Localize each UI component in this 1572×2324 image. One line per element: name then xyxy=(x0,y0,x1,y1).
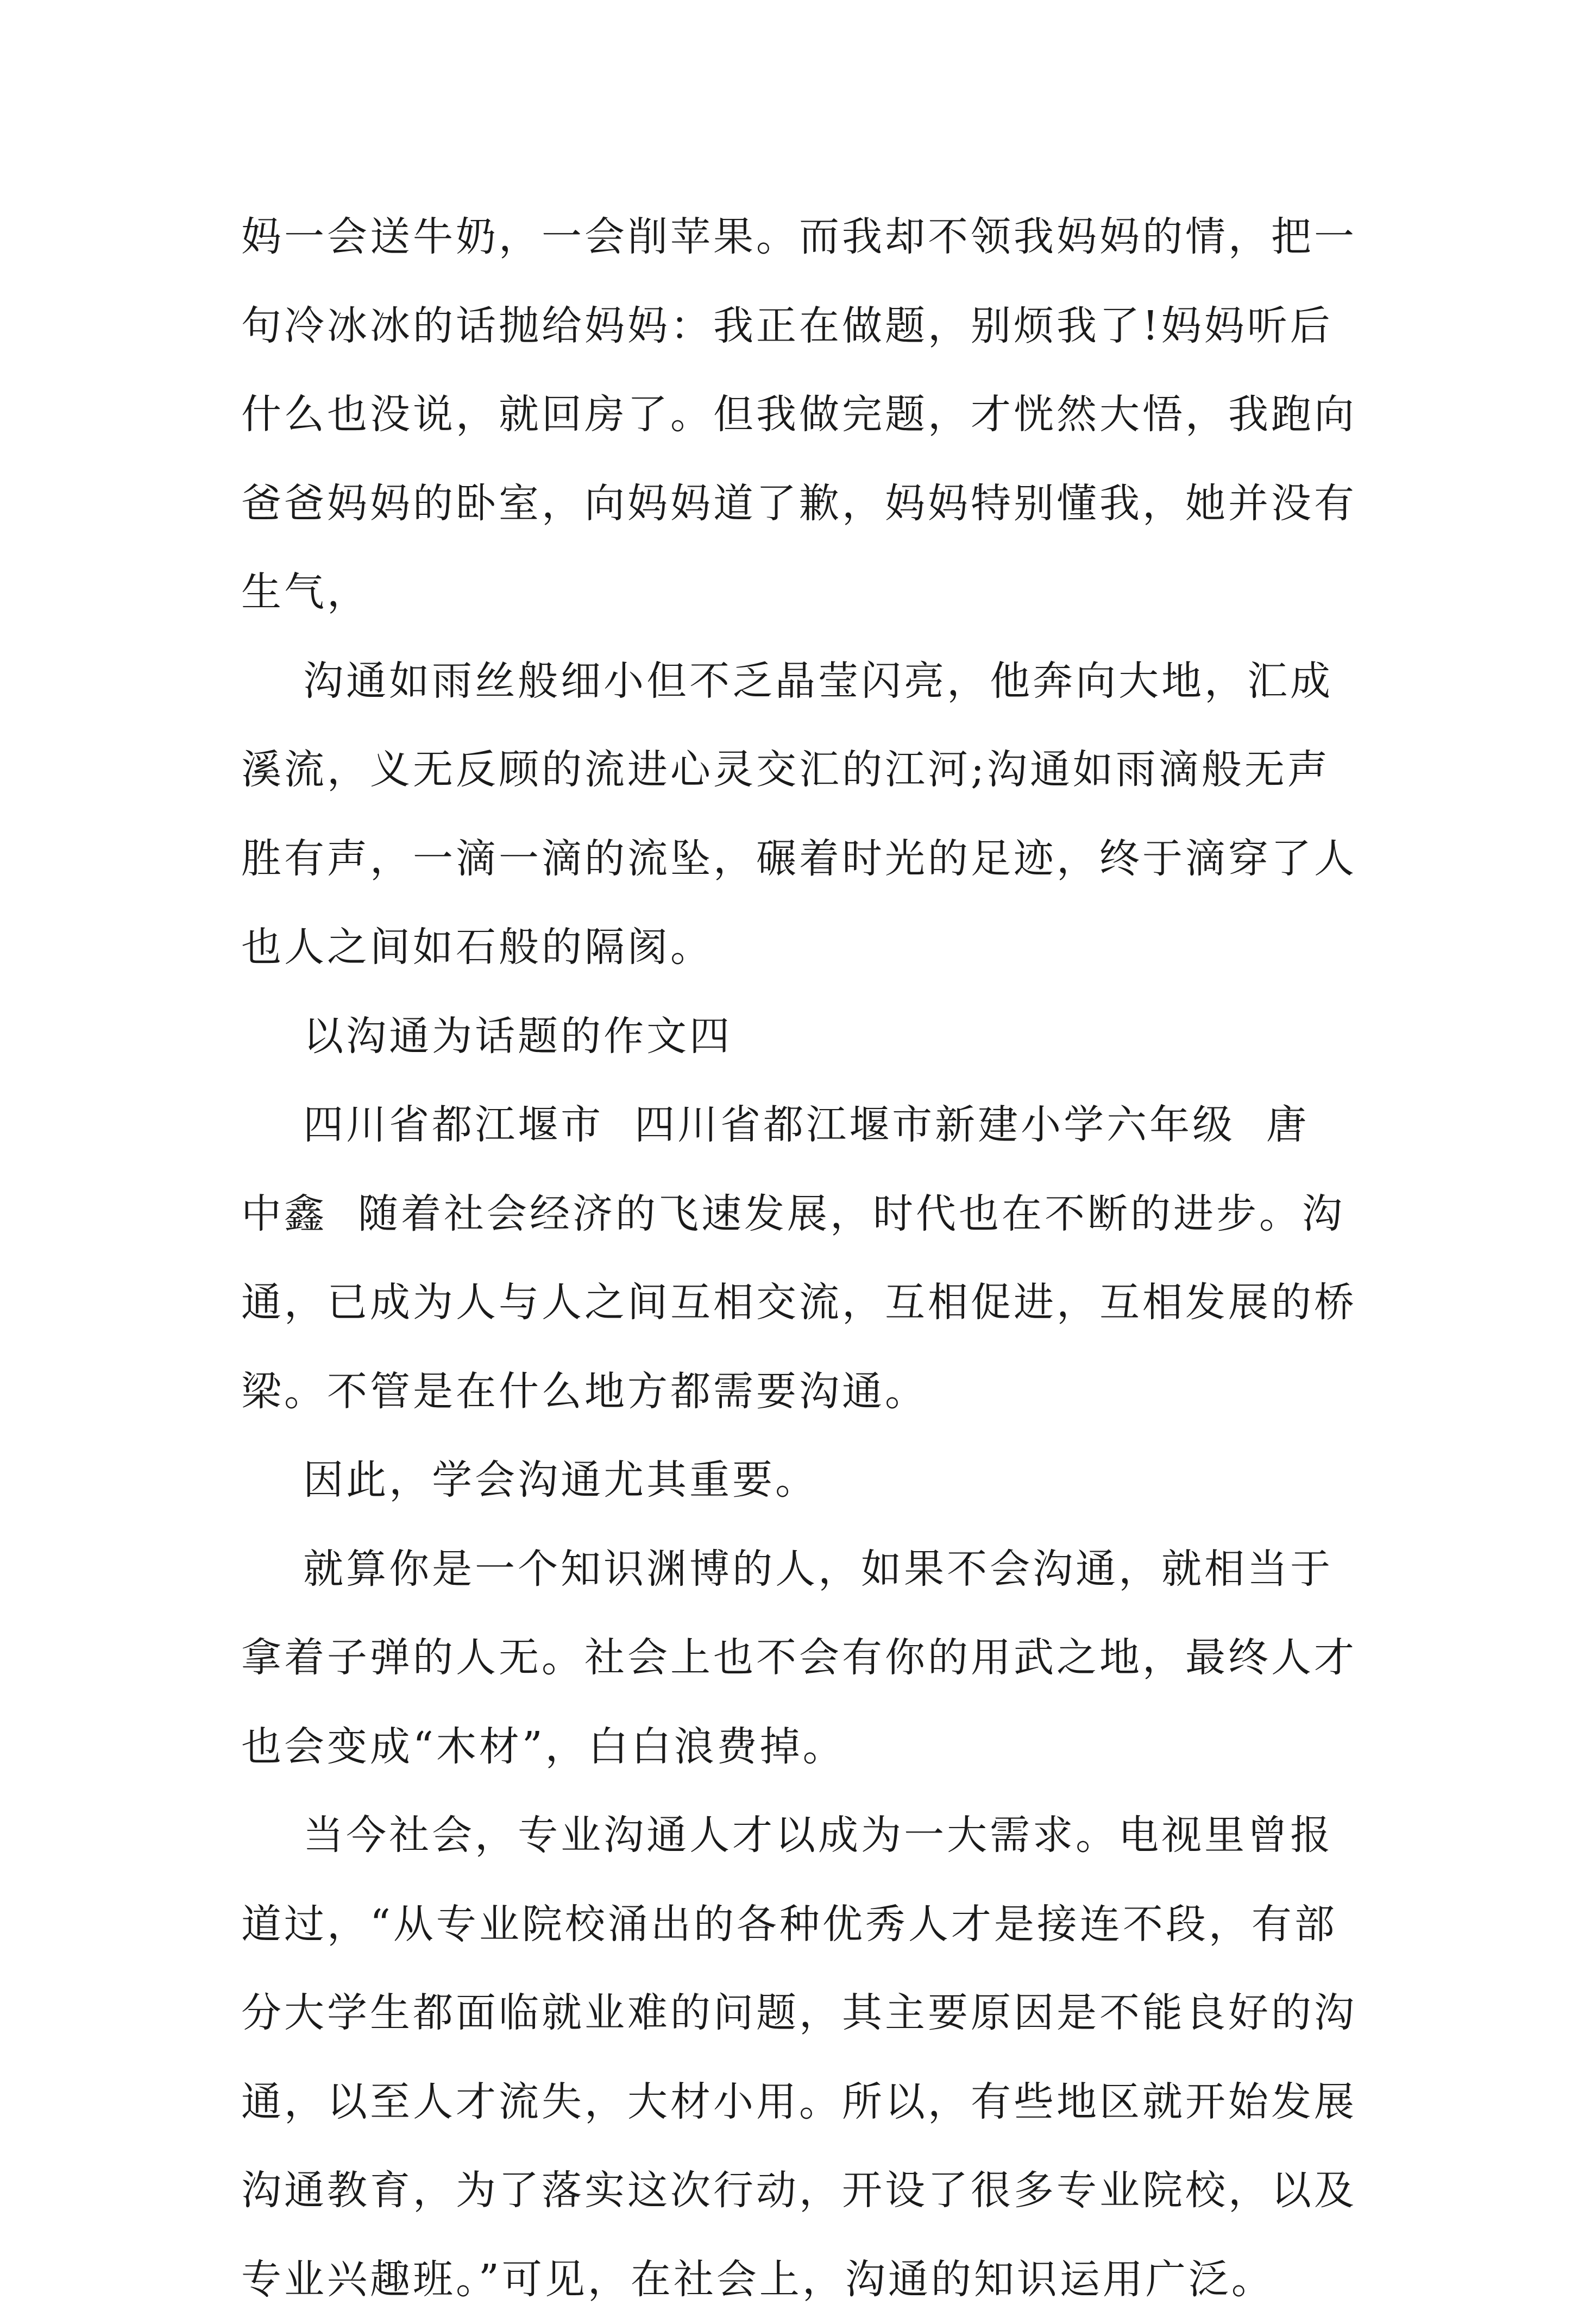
text-line: 胜有声，一滴一滴的流坠，碾着时光的足迹，终于滴穿了人 xyxy=(241,815,1343,904)
text-line: 生气， xyxy=(241,548,1343,637)
text-line: 分大学生都面临就业难的问题，其主要原因是不能良好的沟 xyxy=(241,1969,1343,2058)
text-line: 中鑫 随着社会经济的飞速发展，时代也在不断的进步。沟 xyxy=(241,1170,1343,1259)
text-line: 也人之间如石般的隔阂。 xyxy=(241,903,1343,992)
text-line: 沟通如雨丝般细小但不乏晶莹闪亮，他奔向大地，汇成 xyxy=(241,637,1343,726)
text-line: 专业兴趣班。”可见，在社会上，沟通的知识运用广泛。 xyxy=(241,2235,1343,2324)
text-line: 就算你是一个知识渊博的人，如果不会沟通，就相当于 xyxy=(241,1525,1343,1614)
document-body xyxy=(241,193,1343,2324)
text-line: 梁。不管是在什么地方都需要沟通。 xyxy=(241,1347,1343,1437)
text-line: 妈一会送牛奶，一会削苹果。而我却不领我妈妈的情，把一 xyxy=(241,193,1343,282)
text-line: 因此，学会沟通尤其重要。 xyxy=(241,1436,1343,1525)
text-line: 道过，“从专业院校涌出的各种优秀人才是接连不段，有部 xyxy=(241,1880,1343,1969)
text-line: 通，以至人才流失，大材小用。所以，有些地区就开始发展 xyxy=(241,2058,1343,2147)
text-line: 沟通教育，为了落实这次行动，开设了很多专业院校，以及 xyxy=(241,2146,1343,2235)
text-line: 也会变成“木材”，白白浪费掉。 xyxy=(241,1703,1343,1792)
text-line: 当今社会，专业沟通人才以成为一大需求。电视里曾报 xyxy=(241,1791,1343,1880)
text-line: 句冷冰冰的话抛给妈妈：我正在做题，别烦我了!妈妈听后 xyxy=(241,282,1343,371)
text-line: 什么也没说，就回房了。但我做完题，才恍然大悟，我跑向 xyxy=(241,370,1343,459)
text-line: 爸爸妈妈的卧室，向妈妈道了歉，妈妈特别懂我，她并没有 xyxy=(241,459,1343,549)
text-line: 溪流，义无反顾的流进心灵交汇的江河;沟通如雨滴般无声 xyxy=(241,726,1343,815)
section-heading: 以沟通为话题的作文四 xyxy=(241,992,1343,1081)
text-line: 四川省都江堰市 四川省都江堰市新建小学六年级 唐 xyxy=(241,1081,1343,1170)
text-line: 通，已成为人与人之间互相交流，互相促进，互相发展的桥 xyxy=(241,1258,1343,1347)
text-line: 拿着子弹的人无。社会上也不会有你的用武之地，最终人才 xyxy=(241,1614,1343,1703)
